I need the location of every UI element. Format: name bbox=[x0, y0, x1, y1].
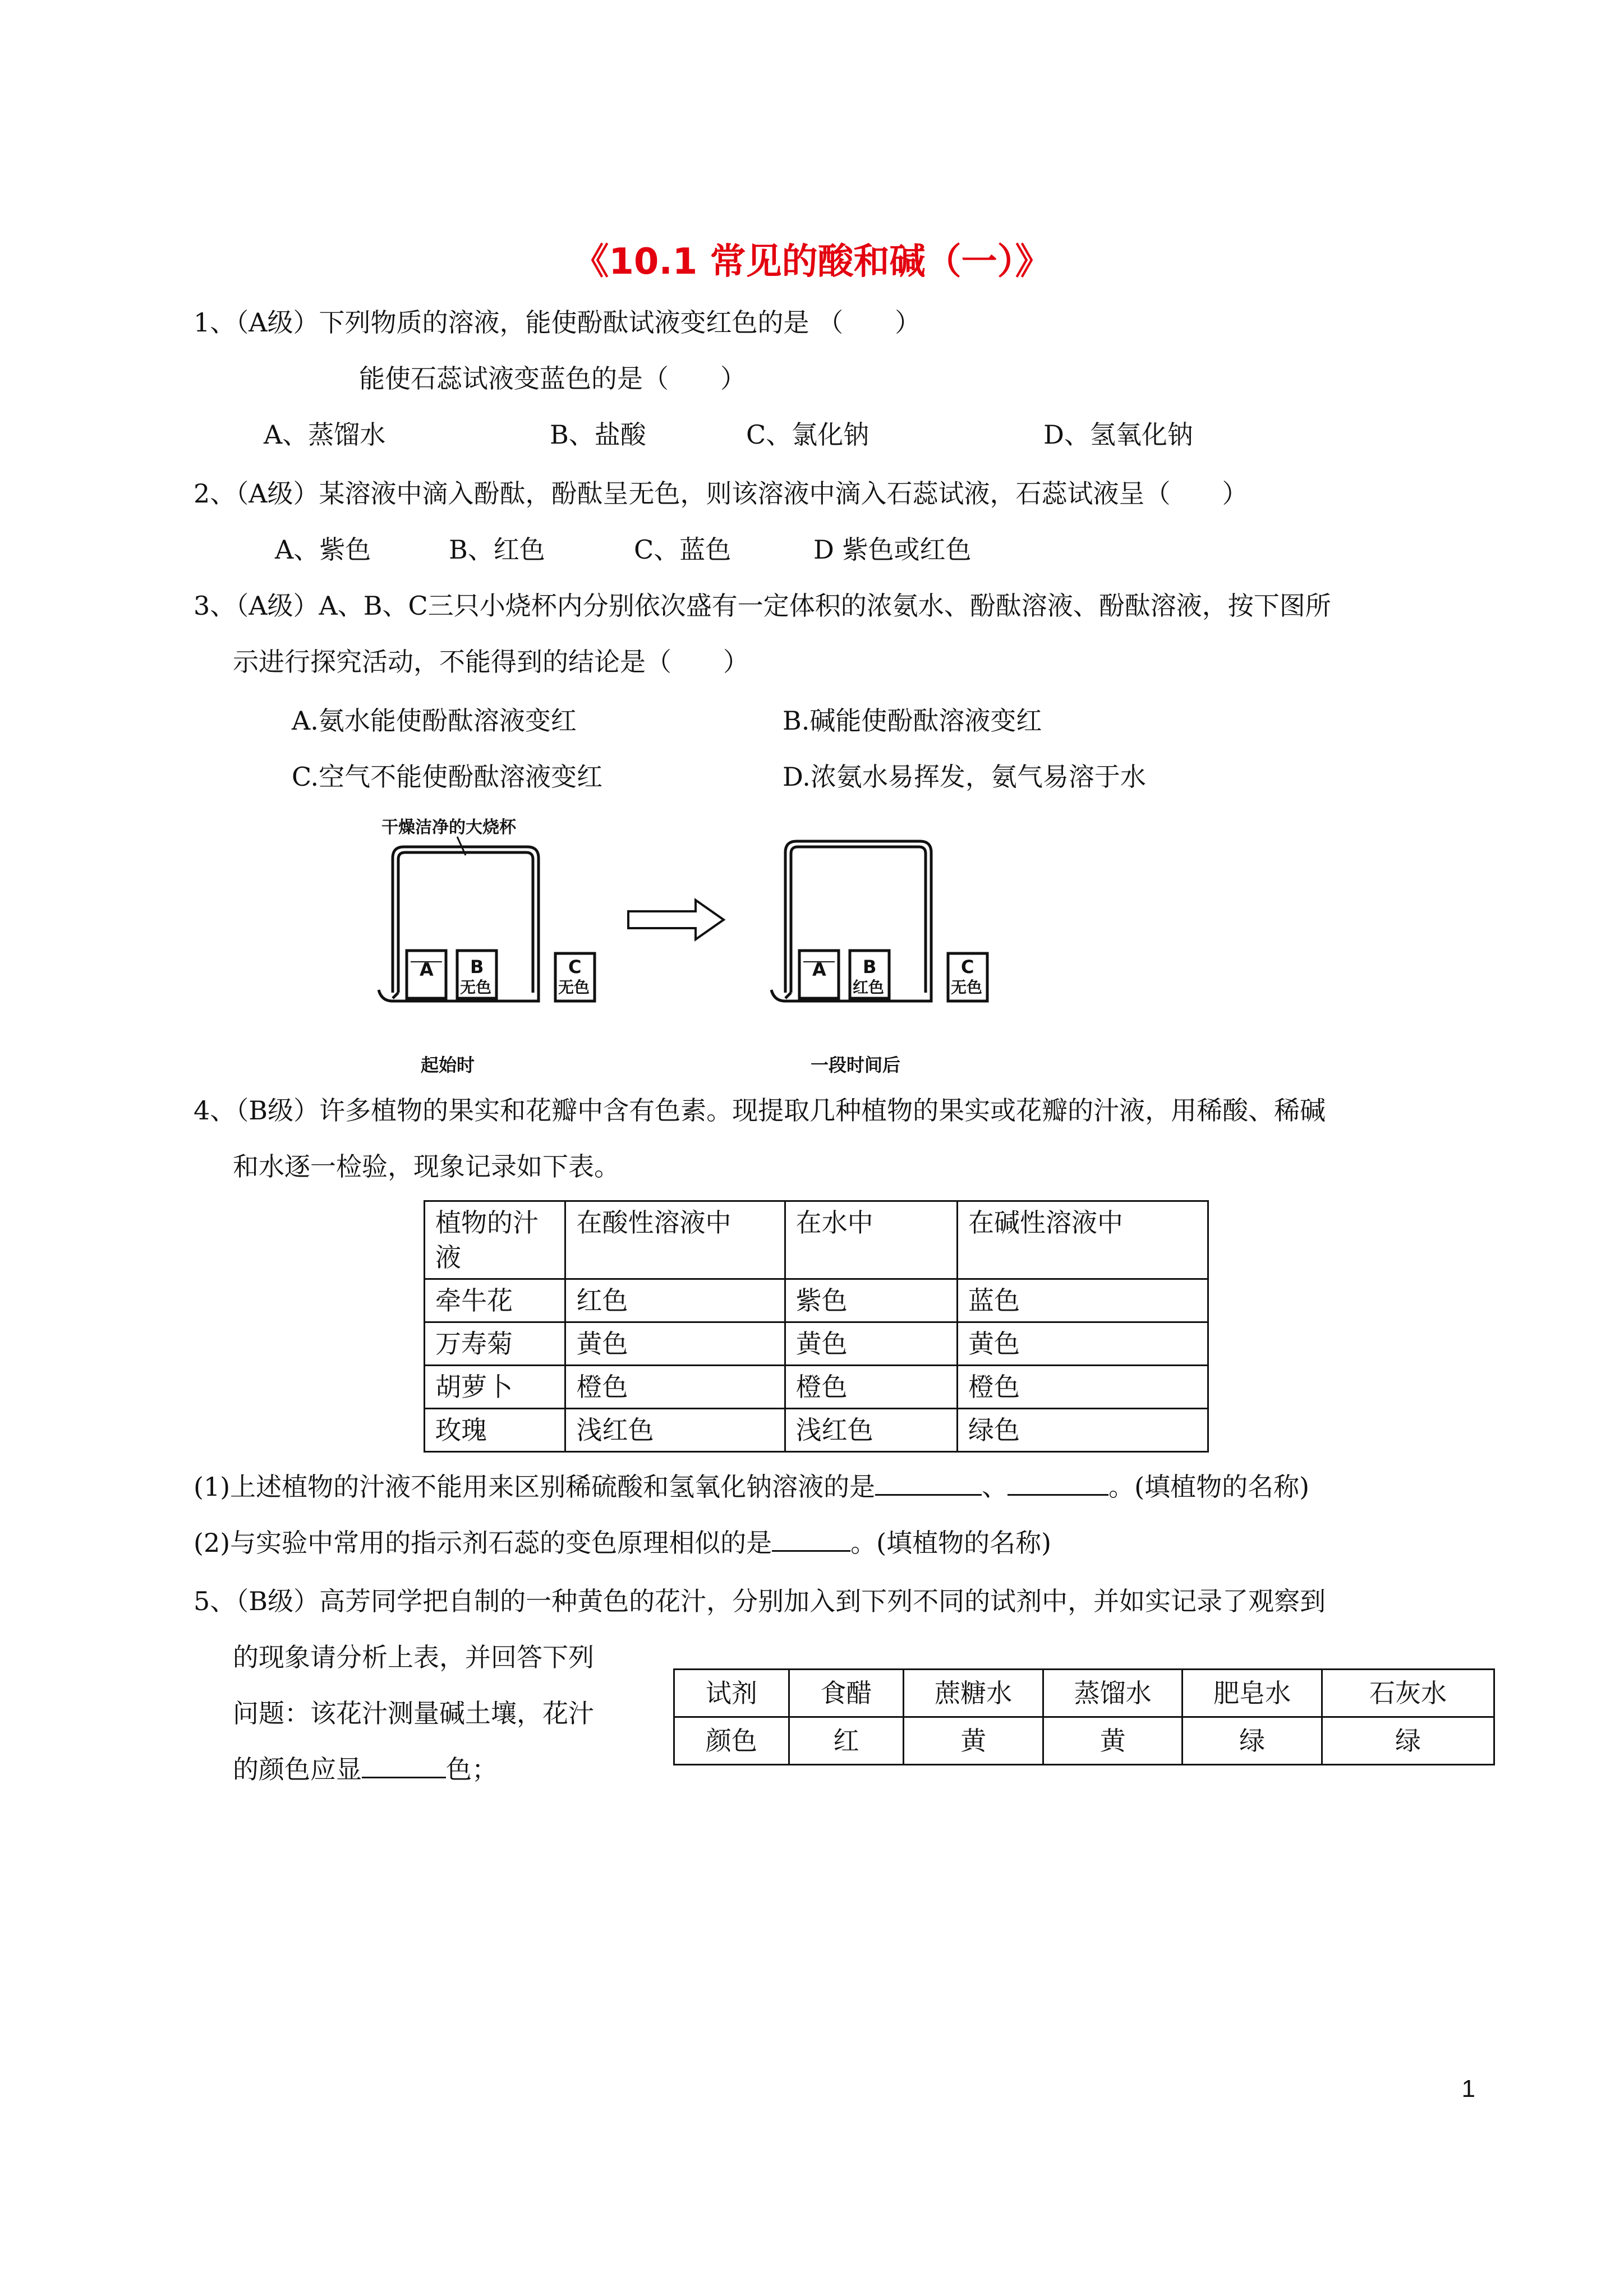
beaker-c-right-color: 无色 bbox=[951, 978, 983, 997]
table-header-cell: 石灰水 bbox=[1322, 1670, 1494, 1717]
table-cell: 黄色 bbox=[565, 1322, 785, 1366]
q4-stem2: 和水逐一检验，现象记录如下表。 bbox=[233, 1151, 620, 1182]
plant-indicator-table bbox=[424, 1200, 1209, 1453]
table-cell: 紫色 bbox=[785, 1279, 957, 1322]
beaker-b-left-label: B bbox=[470, 956, 484, 978]
q3-option-b: B.碱能使酚酞溶液变红 bbox=[783, 706, 1042, 736]
q4-sub2 bbox=[194, 1525, 1051, 1560]
q5-line4-text-a: 的颜色应显 bbox=[233, 1754, 362, 1785]
table-header-cell: 肥皂水 bbox=[1183, 1670, 1322, 1717]
table-cell: 黄 bbox=[1043, 1717, 1183, 1765]
table-cell: 万寿菊 bbox=[425, 1322, 565, 1366]
q2-option-c: C、蓝色 bbox=[634, 534, 732, 565]
table-cell: 绿 bbox=[1322, 1717, 1494, 1765]
q4-stem: 4、（B级）许多植物的果实和花瓣中含有色素。现提取几种植物的果实或花瓣的汁液，用稀酸、稀碱 bbox=[194, 1095, 1326, 1126]
table-cell: 浅红色 bbox=[785, 1409, 957, 1452]
beaker-c-left-color: 无色 bbox=[558, 978, 590, 997]
table-header-cell: 植物的汁液 bbox=[425, 1201, 565, 1279]
caption-after: 一段时间后 bbox=[811, 1054, 901, 1076]
answer-blank-1[interactable] bbox=[875, 1469, 982, 1496]
table-header-row bbox=[425, 1201, 1208, 1279]
q4-sub1-text-b: 。(填植物的名称) bbox=[1108, 1472, 1310, 1502]
table-header-cell: 蒸馏水 bbox=[1043, 1670, 1183, 1717]
table-cell: 玫瑰 bbox=[425, 1409, 565, 1452]
beaker-b-right-color: 红色 bbox=[853, 978, 885, 997]
q4-sub1-separator: 、 bbox=[982, 1472, 1008, 1502]
table-header-cell: 在酸性溶液中 bbox=[565, 1201, 785, 1279]
q5-line4 bbox=[233, 1753, 498, 1786]
q3-stem2: 示进行探究活动，不能得到的结论是（ ） bbox=[233, 647, 749, 677]
q2-option-b: B、红色 bbox=[449, 534, 545, 565]
q4-sub1 bbox=[194, 1469, 1309, 1504]
table-cell: 浅红色 bbox=[565, 1409, 785, 1452]
table-cell: 红 bbox=[789, 1717, 904, 1765]
table-header-cell: 食醋 bbox=[789, 1670, 904, 1717]
arrow-icon bbox=[628, 900, 724, 939]
answer-blank-3[interactable] bbox=[772, 1525, 850, 1552]
q4-sub2-text-a: (2)与实验中常用的指示剂石蕊的变色原理相似的是 bbox=[194, 1528, 772, 1558]
caption-start: 起始时 bbox=[421, 1054, 475, 1076]
table-header-cell: 在碱性溶液中 bbox=[957, 1201, 1208, 1279]
q1-option-b: B、盐酸 bbox=[550, 419, 646, 450]
experiment-diagram bbox=[359, 808, 1032, 1094]
table-cell: 牵牛花 bbox=[425, 1279, 565, 1322]
beaker-label: 干燥洁净的大烧杯 bbox=[381, 818, 516, 837]
table-row bbox=[425, 1279, 1208, 1322]
table-cell: 橙色 bbox=[957, 1366, 1208, 1409]
reagent-color-table bbox=[673, 1668, 1495, 1765]
table-cell: 绿色 bbox=[957, 1409, 1208, 1452]
q2-option-d: D 紫色或红色 bbox=[813, 534, 972, 565]
table-cell: 胡萝卜 bbox=[425, 1366, 565, 1409]
table-row bbox=[425, 1366, 1208, 1409]
q4-sub2-text-b: 。(填植物的名称) bbox=[850, 1528, 1052, 1558]
answer-blank-4[interactable] bbox=[362, 1756, 446, 1778]
table-row bbox=[425, 1409, 1208, 1452]
table-cell: 颜色 bbox=[674, 1717, 789, 1765]
q1-option-d: D、氢氧化钠 bbox=[1043, 419, 1193, 450]
q3-option-d: D.浓氨水易挥发，氨气易溶于水 bbox=[783, 762, 1146, 792]
q5-line2: 的现象请分析上表，并回答下列 bbox=[233, 1642, 594, 1672]
table-cell: 蓝色 bbox=[957, 1279, 1208, 1322]
table-row bbox=[425, 1322, 1208, 1366]
beaker-c-right-label: C bbox=[961, 956, 974, 978]
table-cell: 橙色 bbox=[565, 1366, 785, 1409]
q1-stem2: 能使石蕊试液变蓝色的是（ ） bbox=[359, 363, 746, 394]
q3-option-a: A.氨水能使酚酞溶液变红 bbox=[292, 706, 577, 736]
beaker-a-right-label: A bbox=[812, 959, 826, 980]
q2-stem: 2、（A级）某溶液中滴入酚酞，酚酞呈无色，则该溶液中滴入石蕊试液，石蕊试液呈（ ） bbox=[194, 478, 1248, 509]
table-cell: 橙色 bbox=[785, 1366, 957, 1409]
q1-option-a: A、蒸馏水 bbox=[264, 419, 386, 450]
beaker-b-left-color: 无色 bbox=[460, 978, 492, 997]
table-cell: 黄色 bbox=[785, 1322, 957, 1366]
beaker-c-left-label: C bbox=[568, 956, 582, 978]
table-cell: 黄色 bbox=[957, 1322, 1208, 1366]
table-header-cell: 在水中 bbox=[785, 1201, 957, 1279]
table-cell: 红色 bbox=[565, 1279, 785, 1322]
beaker-a-left-label: A bbox=[420, 959, 434, 980]
table-cell: 黄 bbox=[904, 1717, 1043, 1765]
q3-stem: 3、（A级）A、B、C三只小烧杯内分别依次盛有一定体积的浓氨水、酚酞溶液、酚酞溶液，按下图所 bbox=[194, 591, 1331, 621]
page-number: 1 bbox=[1461, 2075, 1475, 2103]
q4-sub1-text-a: (1)上述植物的汁液不能用来区别稀硫酸和氢氧化钠溶液的是 bbox=[194, 1472, 876, 1502]
beaker-b-right-label: B bbox=[863, 956, 877, 978]
q5-stem: 5、（B级）高芳同学把自制的一种黄色的花汁，分别加入到下列不同的试剂中，并如实记录了观察到 bbox=[194, 1586, 1326, 1616]
q5-line4-text-b: 色； bbox=[446, 1754, 498, 1785]
table-header-row bbox=[674, 1670, 1494, 1717]
answer-blank-2[interactable] bbox=[1007, 1469, 1108, 1496]
q2-option-a: A、紫色 bbox=[275, 534, 371, 565]
q5-line3: 问题：该花汁测量碱土壤，花汁 bbox=[233, 1698, 594, 1728]
q3-option-c: C.空气不能使酚酞溶液变红 bbox=[292, 762, 603, 792]
table-cell: 绿 bbox=[1183, 1717, 1322, 1765]
table-header-cell: 试剂 bbox=[674, 1670, 789, 1717]
q1-option-c: C、氯化钠 bbox=[746, 419, 869, 450]
table-header-cell: 蔗糖水 bbox=[904, 1670, 1043, 1717]
page-title: 《10.1 常见的酸和碱（一）》 bbox=[573, 241, 1051, 283]
q1-stem: 1、（A级）下列物质的溶液，能使酚酞试液变红色的是 （ ） bbox=[194, 307, 921, 338]
table-row bbox=[674, 1717, 1494, 1765]
